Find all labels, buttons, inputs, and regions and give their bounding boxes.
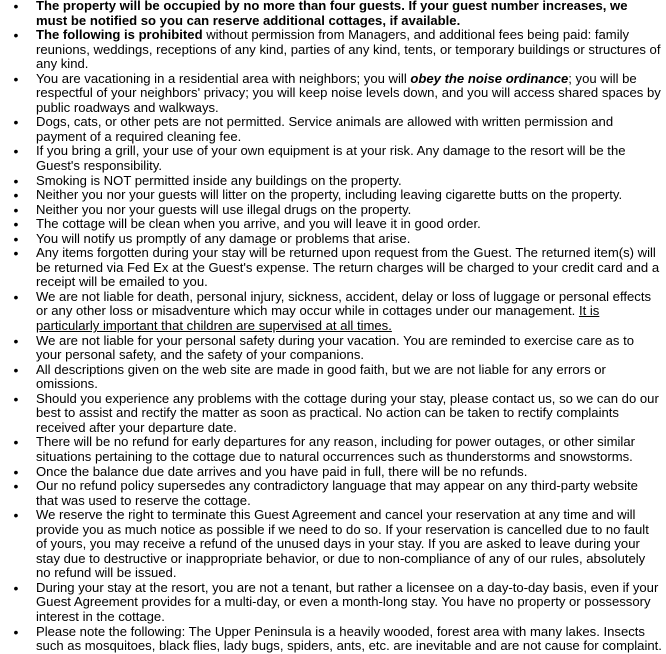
- rule-text: Our no refund policy supersedes any contradictory language that may appear on any third-party website that was used to reserve the cottage.: [36, 478, 638, 508]
- rule-litter: [0, 188, 666, 203]
- rule-text: Any items forgotten during your stay will be returned upon request from the Guest. The returned item(s) will be returned via Fed Ex at the Guest's expense. The return charges will be charged to your credit card and a receipt will be emailed to you.: [36, 245, 660, 290]
- rule-text: without permission from Managers, and additional fees being paid: family reunions, weddings, receptions of any kind, parties of any kind, tents, or temporary buildings or structures of any kind.: [36, 27, 661, 72]
- rule-underlined: It is particularly important that children are supervised at all times.: [36, 303, 600, 334]
- rule-pets: [0, 115, 666, 144]
- bullet-icon: •: [13, 463, 19, 480]
- rule-text: There will be no refund for early departures for any reason, including for power outages, or other similar situations pertaining to the cottage due to natural occurrences such as thunderstorms and snowstorms.: [36, 434, 635, 464]
- rule-forgotten-items: [0, 246, 666, 290]
- bullet-icon: •: [13, 201, 19, 218]
- bullet-icon: •: [13, 230, 19, 247]
- bullet-icon: •: [13, 172, 19, 189]
- rule-refund-policy: [0, 479, 666, 508]
- bullet-icon: •: [13, 143, 19, 160]
- rule-text: Dogs, cats, or other pets are not permitted. Service animals are allowed with written permission and payment of a required cleaning fee.: [36, 114, 614, 144]
- rule-early-departure: [0, 435, 666, 464]
- rule-bold-lead: The following is prohibited: [36, 27, 203, 43]
- bullet-icon: •: [13, 70, 19, 87]
- rule-insects: [0, 625, 666, 654]
- bullet-icon: •: [13, 623, 19, 640]
- rule-text: Please note the following: The Upper Peninsula is a heavily wooded, forest area with many lakes. Insects such as mosquitoes, black flies, lady bugs, spiders, ants, etc. are inevitable and are not cause for complaint.: [36, 623, 662, 654]
- bullet-icon: •: [13, 361, 19, 378]
- bullet-icon: •: [13, 579, 19, 596]
- bullet-icon: •: [13, 507, 19, 524]
- bullet-icon: •: [13, 27, 19, 44]
- rule-text: Once the balance due date arrives and you have paid in full, there will be no refunds.: [36, 463, 528, 479]
- bullet-icon: •: [13, 216, 19, 233]
- rule-text: You are vacationing in a residential area with neighbors; you will: [36, 70, 411, 86]
- rule-cleanliness: [0, 217, 666, 232]
- bullet-icon: •: [13, 114, 19, 131]
- rule-smoking: [0, 174, 666, 189]
- bullet-icon: •: [13, 478, 19, 495]
- rule-prohibited-events: [0, 28, 666, 72]
- rule-web-descriptions: [0, 363, 666, 392]
- rule-noise: [0, 72, 666, 116]
- rule-liability: [0, 290, 666, 334]
- rule-occupancy: [0, 0, 666, 28]
- rule-text-after: ; you will be respectful of your neighbors' privacy; you will keep noise levels down, and you will access shared spaces by public roadways and walkways.: [36, 70, 661, 115]
- bullet-icon: •: [13, 288, 19, 305]
- rule-text: We are not liable for death, personal injury, sickness, accident, delay or loss of luggage or personal effects or any other loss or misadventure which may occur while in cottages under our management.: [36, 288, 652, 319]
- rule-balance-due: [0, 465, 666, 480]
- rule-text: Neither you nor your guests will litter on the property, including leaving cigarette butts on the property.: [36, 187, 623, 203]
- rule-text: Smoking is NOT permitted inside any buildings on the property.: [36, 172, 402, 188]
- rule-drugs: [0, 203, 666, 218]
- rule-problems-contact: [0, 392, 666, 436]
- rule-text: We are not liable for your personal safety during your vacation. You are reminded to exercise care as to your personal safety, and the safety of your companions.: [36, 332, 635, 363]
- bullet-icon: •: [13, 0, 19, 14]
- bullet-icon: •: [13, 434, 19, 451]
- rule-bold-text: The property will be occupied by no more than four guests. If your guest number increases, we must be notified so you can reserve additional cottages, if available.: [36, 0, 628, 28]
- rule-emphasis: obey the noise ordinance: [410, 70, 569, 86]
- bullet-icon: •: [13, 332, 19, 349]
- rule-text: If you bring a grill, your use of your own equipment is at your risk. Any damage to the resort will be the Guest's responsibility.: [36, 143, 626, 174]
- rule-termination: [0, 508, 666, 581]
- bullet-icon: •: [13, 245, 19, 262]
- rule-text: We reserve the right to terminate this Guest Agreement and cancel your reservation at any time and will provide you as much notice as possible if we need to do so. If your reservation is cancelled due to no fault of yours, you may receive a refund of the unused days in your stay. If you are asked to leave during your stay due to destructive or inappropriate behavior, or due to non-compliance of any of our rules, absolutely no refund will be issued.: [36, 507, 649, 581]
- rule-text: You will notify us promptly of any damage or problems that arise.: [36, 230, 411, 246]
- bullet-icon: •: [13, 390, 19, 407]
- rule-text: During your stay at the resort, you are not a tenant, but rather a licensee on a day-to-day basis, even if your Guest Agreement provides for a multi-day, or even a month-long stay. You have no property or possessory interest in the cottage.: [36, 579, 659, 624]
- rule-text: All descriptions given on the web site are made in good faith, but we are not liable for any errors or omissions.: [36, 361, 606, 392]
- rule-damage-notice: [0, 232, 666, 247]
- rule-licensee: [0, 581, 666, 625]
- rule-grill: [0, 144, 666, 173]
- bullet-icon: •: [13, 187, 19, 204]
- rule-text: Neither you nor your guests will use illegal drugs on the property.: [36, 201, 412, 217]
- rule-text: The cottage will be clean when you arrive, and you will leave it in good order.: [36, 216, 481, 232]
- rule-personal-safety: [0, 334, 666, 363]
- rule-text: Should you experience any problems with the cottage during your stay, please contact us, so we can do our best to assist and rectify the matter as soon as practical. No action can be taken to rectify complaints received after your departure date.: [36, 390, 659, 435]
